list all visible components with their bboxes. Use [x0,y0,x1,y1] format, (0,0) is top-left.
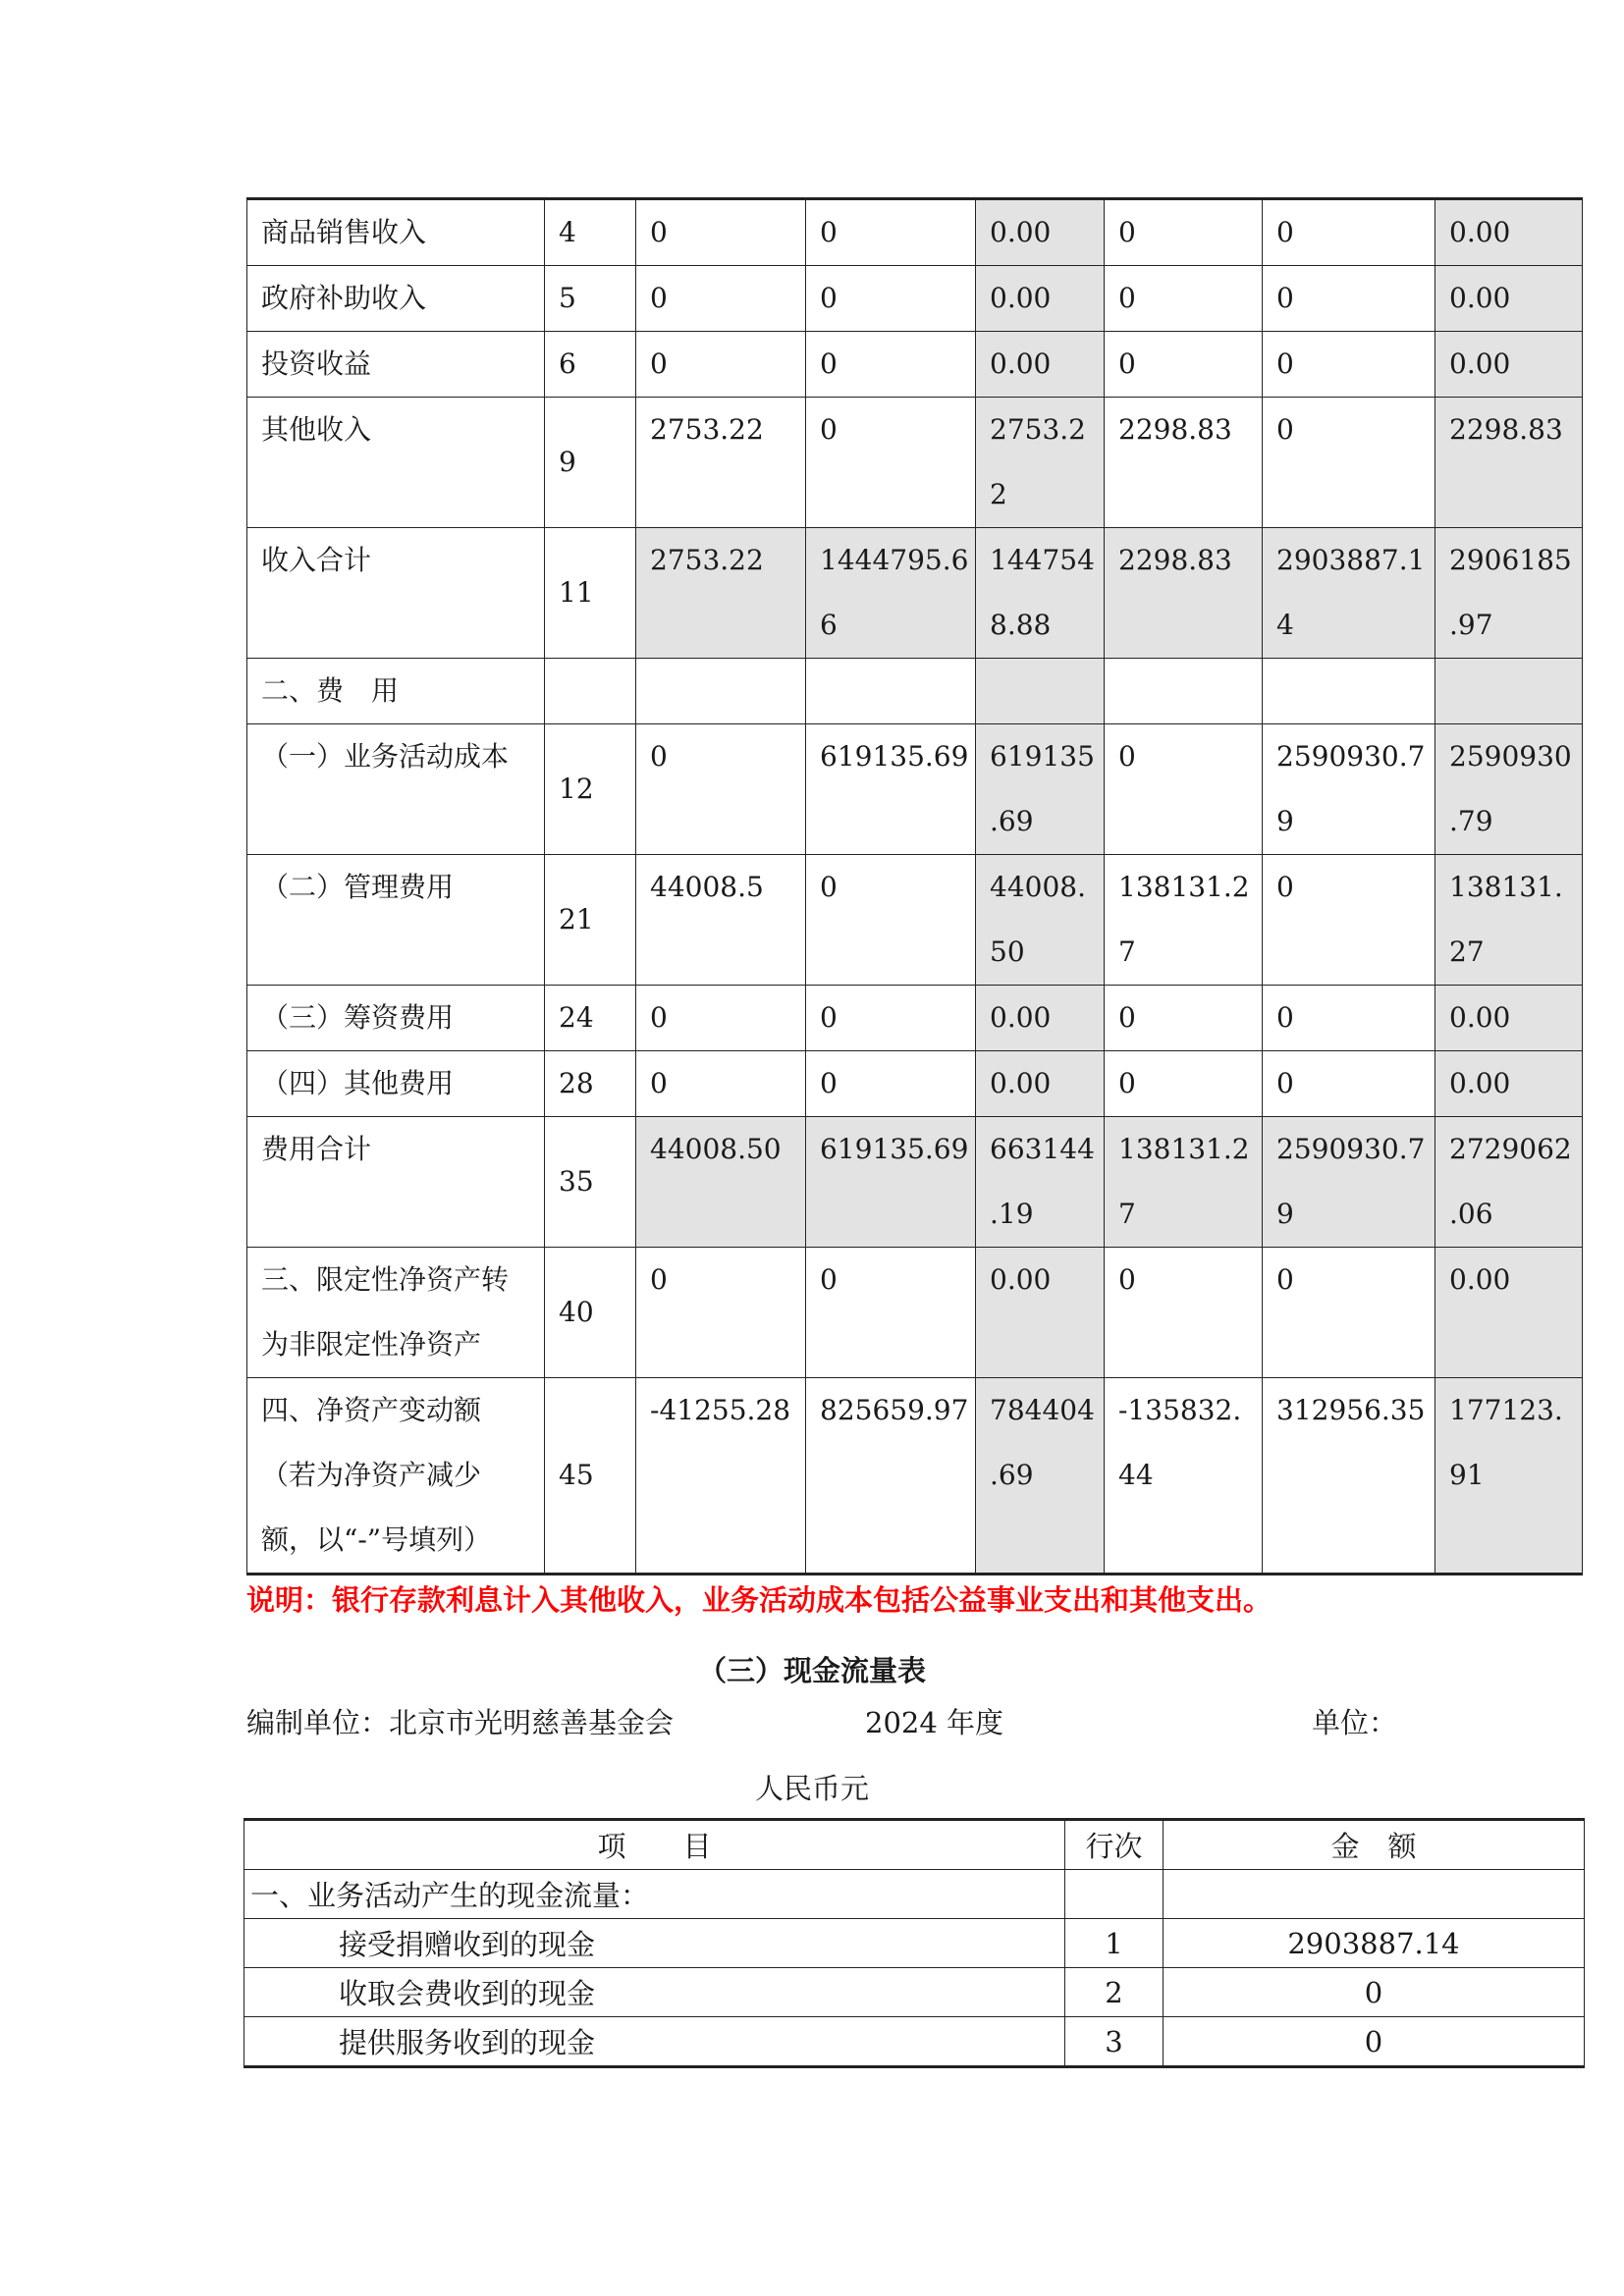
cell-c3: 44008. 50 [976,855,1105,986]
cash-flow-item: 一、业务活动产生的现金流量： [244,1870,1065,1919]
cell-c3: 0.00 [976,199,1105,266]
cash-flow-amount [1164,1870,1585,1919]
table-header-row [244,1820,1585,1870]
report-year: 2024 年度 [865,1706,1004,1739]
cell-c6: 0.00 [1435,332,1583,398]
cell-c1: 0 [636,986,806,1051]
cell-c2: 0 [806,855,976,986]
cell-c4: 0 [1105,266,1263,332]
cell-c6: 2298.83 [1435,398,1583,528]
cell-c1: 0 [636,199,806,266]
cell-c2: 0 [806,398,976,528]
cell-c3: 0.00 [976,1248,1105,1378]
cell-c5: 0 [1263,1248,1435,1378]
line-number: 11 [545,528,636,659]
cell-c5: 2590930.7 9 [1263,724,1435,855]
activity-statement-table [246,197,1583,1575]
activity-table-body [247,199,1583,1575]
cell-c1: 2753.22 [636,398,806,528]
cash-flow-amount: 0 [1164,1968,1585,2017]
cell-c4: 0 [1105,1051,1263,1117]
row-label: （四）其他费用 [247,1051,545,1117]
row-label: 费用合计 [247,1117,545,1248]
cell-c2: 0 [806,986,976,1051]
header-item: 项 目 [244,1820,1065,1870]
cash-flow-item: 收取会费收到的现金 [244,1968,1065,2017]
line-number: 5 [545,266,636,332]
cell-c1: 0 [636,1248,806,1378]
row-label: 收入合计 [247,528,545,659]
cell-c1: -41255.28 [636,1378,806,1575]
cell-c4: 138131.2 7 [1105,1117,1263,1248]
cell-c5: 0 [1263,986,1435,1051]
cell-c3: 0.00 [976,332,1105,398]
table-row [247,1378,1583,1575]
cell-c3 [976,659,1105,724]
table-row [247,1248,1583,1378]
cell-c1: 0 [636,724,806,855]
cell-c4: 2298.83 [1105,528,1263,659]
cell-c4: 138131.2 7 [1105,855,1263,986]
line-number: 40 [545,1248,636,1378]
cell-c1 [636,659,806,724]
cell-c4: -135832. 44 [1105,1378,1263,1575]
line-number: 45 [545,1378,636,1575]
line-number: 28 [545,1051,636,1117]
cash-flow-amount: 0 [1164,2017,1585,2067]
cell-c1: 44008.5 [636,855,806,986]
table-row [247,332,1583,398]
cell-c4: 0 [1105,1248,1263,1378]
cash-flow-amount: 2903887.14 [1164,1919,1585,1968]
cell-c3: 144754 8.88 [976,528,1105,659]
row-label: 四、净资产变动额 （若为净资产减少 额，以“-”号填列） [247,1378,545,1575]
cash-flow-line: 2 [1065,1968,1164,2017]
cell-c2: 0 [806,1051,976,1117]
cell-c3: 663144 .19 [976,1117,1105,1248]
row-label: （二）管理费用 [247,855,545,986]
table-row [247,199,1583,266]
cell-c3: 0.00 [976,1051,1105,1117]
cell-c6: 2906185 .97 [1435,528,1583,659]
cell-c4: 0 [1105,332,1263,398]
cell-c2: 619135.69 [806,724,976,855]
table-row [247,528,1583,659]
cell-c1: 44008.50 [636,1117,806,1248]
table-row [247,398,1583,528]
preparing-organization: 编制单位：北京市光明慈善基金会 [246,1706,675,1739]
table-row [247,724,1583,855]
cell-c4 [1105,659,1263,724]
cell-c2: 0 [806,1248,976,1378]
cell-c1: 0 [636,266,806,332]
cell-c5: 0 [1263,1051,1435,1117]
row-label: （一）业务活动成本 [247,724,545,855]
cell-c5: 0 [1263,332,1435,398]
cell-c3: 0.00 [976,266,1105,332]
cell-c2: 1444795.6 6 [806,528,976,659]
table-row [247,1051,1583,1117]
cash-flow-item: 接受捐赠收到的现金 [244,1919,1065,1968]
line-number: 35 [545,1117,636,1248]
cell-c5: 0 [1263,855,1435,986]
row-label: 商品销售收入 [247,199,545,266]
cell-c1: 2753.22 [636,528,806,659]
line-number: 4 [545,199,636,266]
table-row [244,2017,1585,2067]
header-line: 行次 [1065,1820,1164,1870]
table-row [244,1919,1585,1968]
table-row [247,266,1583,332]
table-row [247,659,1583,724]
row-label: （三）筹资费用 [247,986,545,1051]
cell-c6: 0.00 [1435,986,1583,1051]
unit-label: 单位： [1312,1706,1398,1739]
cell-c1: 0 [636,1051,806,1117]
cash-flow-line: 1 [1065,1919,1164,1968]
line-number: 21 [545,855,636,986]
line-number: 12 [545,724,636,855]
row-label: 其他收入 [247,398,545,528]
cell-c5: 2590930.7 9 [1263,1117,1435,1248]
cell-c2: 619135.69 [806,1117,976,1248]
cell-c6: 0.00 [1435,266,1583,332]
cash-flow-item: 提供服务收到的现金 [244,2017,1065,2067]
table-row [244,1968,1585,2017]
cell-c5: 0 [1263,199,1435,266]
cell-c5: 0 [1263,398,1435,528]
cell-c6 [1435,659,1583,724]
cell-c2: 0 [806,332,976,398]
cell-c6: 0.00 [1435,1248,1583,1378]
line-number: 24 [545,986,636,1051]
row-label: 投资收益 [247,332,545,398]
cell-c1: 0 [636,332,806,398]
cell-c3: 619135 .69 [976,724,1105,855]
header-amount: 金 额 [1164,1820,1585,1870]
table-row [247,855,1583,986]
cell-c3: 784404 .69 [976,1378,1105,1575]
cash-flow-line: 3 [1065,2017,1164,2067]
cell-c4: 0 [1105,986,1263,1051]
cell-c3: 2753.2 2 [976,398,1105,528]
cell-c2: 825659.97 [806,1378,976,1575]
table-row [247,1117,1583,1248]
cell-c2: 0 [806,199,976,266]
line-number [545,659,636,724]
cell-c6: 2590930 .79 [1435,724,1583,855]
cell-c2: 0 [806,266,976,332]
cell-c3: 0.00 [976,986,1105,1051]
cell-c4: 2298.83 [1105,398,1263,528]
cell-c6: 177123. 91 [1435,1378,1583,1575]
cell-c2 [806,659,976,724]
cell-c5: 2903887.1 4 [1263,528,1435,659]
cash-flow-table [244,1818,1585,2068]
row-label: 二、费 用 [247,659,545,724]
cash-flow-line [1065,1870,1164,1919]
cash-flow-title: （三）现金流量表 [697,1654,926,1687]
cell-c6: 2729062 .06 [1435,1117,1583,1248]
cash-flow-table-body [244,1820,1585,2067]
cell-c5: 312956.35 [1263,1378,1435,1575]
table-row [247,986,1583,1051]
currency-unit: 人民币元 [754,1772,869,1805]
cell-c4: 0 [1105,724,1263,855]
table-row [244,1870,1585,1919]
cell-c4: 0 [1105,199,1263,266]
cell-c6: 0.00 [1435,199,1583,266]
line-number: 9 [545,398,636,528]
cell-c5 [1263,659,1435,724]
line-number: 6 [545,332,636,398]
cell-c5: 0 [1263,266,1435,332]
row-label: 三、限定性净资产转 为非限定性净资产 [247,1248,545,1378]
explanation-note: 说明：银行存款利息计入其他收入，业务活动成本包括公益事业支出和其他支出。 [246,1583,1272,1617]
cell-c6: 138131. 27 [1435,855,1583,986]
cell-c6: 0.00 [1435,1051,1583,1117]
row-label: 政府补助收入 [247,266,545,332]
